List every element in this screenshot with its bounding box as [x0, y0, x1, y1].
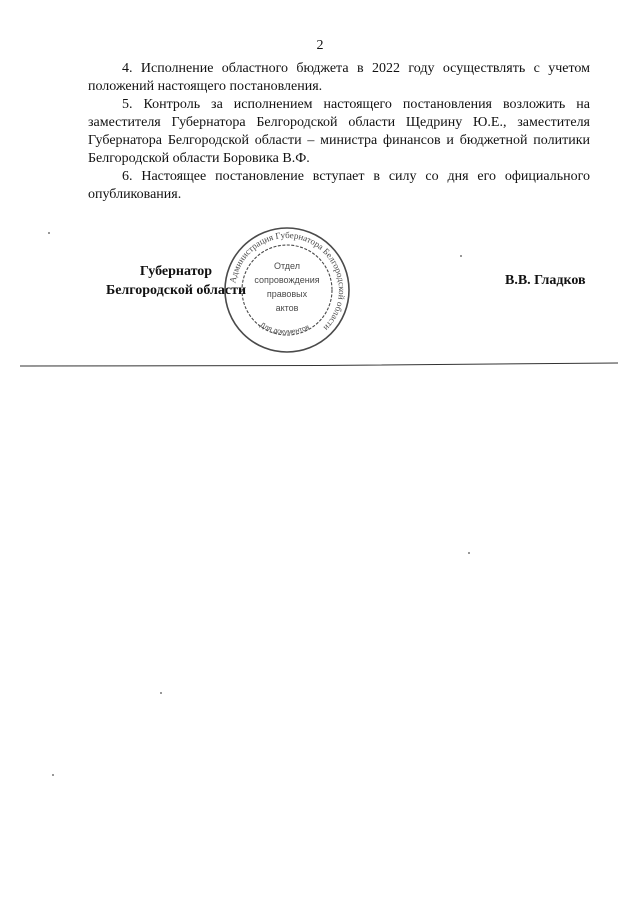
signatory-title-line1: Губернатор — [139, 264, 213, 279]
separator-line — [20, 362, 620, 368]
document-body — [88, 60, 590, 204]
scan-speck — [160, 692, 162, 694]
scan-speck — [52, 774, 54, 776]
scan-speck — [460, 255, 462, 257]
page-number: 2 — [316, 38, 324, 53]
signatory-title-line2: Белгородской области — [105, 283, 247, 298]
paragraph-4: 4. Исполнение областного бюджета в 2022 году осуществлять с учетом положений настоящего постановления. — [88, 61, 590, 94]
official-stamp — [222, 225, 352, 355]
stamp-inner-line4: актов — [275, 303, 299, 313]
scan-speck — [468, 552, 470, 554]
paragraph-6: 6. Настоящее постановление вступает в силу со дня его официального опубликования. — [88, 169, 590, 202]
stamp-inner-line3: правовых — [266, 289, 308, 299]
stamp-graphic — [222, 225, 352, 355]
signatory-name: В.В. Гладков — [505, 273, 586, 288]
stamp-bottom-text: Для документов — [258, 321, 311, 337]
paragraph-5: 5. Контроль за исполнением настоящего постановления возложить на заместителя Губернатора Белгородской области Щедрину Ю.Е., заместителя Губернатора Белгородской области – министра финансов и бюджетной политики Белгородской области Боровика В.Ф. — [88, 97, 590, 166]
stamp-inner-line1: Отдел — [273, 261, 301, 271]
stamp-inner-line2: сопровождения — [254, 275, 320, 285]
scan-speck — [48, 232, 50, 234]
stamp-outer-text: Администрация Губернатора Белгородской области — [227, 229, 348, 334]
